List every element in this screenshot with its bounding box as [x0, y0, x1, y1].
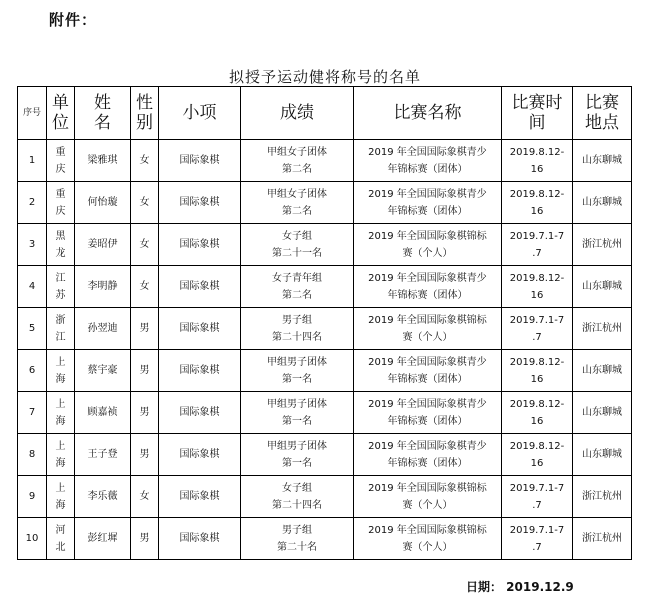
cell-result: 甲组女子团体 第二名	[241, 140, 354, 182]
cell-no: 7	[18, 392, 47, 434]
cell-no: 5	[18, 308, 47, 350]
cell-no: 1	[18, 140, 47, 182]
cell-place: 浙江杭州	[573, 224, 632, 266]
cell-time: 2019.8.12- 16	[502, 392, 573, 434]
cell-event: 国际象棋	[159, 140, 241, 182]
cell-event: 国际象棋	[159, 308, 241, 350]
cell-unit: 重 庆	[47, 140, 75, 182]
cell-time: 2019.8.12- 16	[502, 434, 573, 476]
cell-gender: 男	[131, 350, 159, 392]
cell-time: 2019.8.12- 16	[502, 350, 573, 392]
cell-name: 姜昭伊	[75, 224, 131, 266]
cell-gender: 女	[131, 140, 159, 182]
cell-result: 甲组男子团体 第一名	[241, 392, 354, 434]
cell-gender: 女	[131, 266, 159, 308]
cell-gender: 男	[131, 392, 159, 434]
cell-no: 2	[18, 182, 47, 224]
cell-event: 国际象棋	[159, 224, 241, 266]
header-name: 姓 名	[75, 87, 131, 140]
cell-competition: 2019 年全国国际象棋青少 年锦标赛（团体）	[354, 434, 502, 476]
cell-unit: 上 海	[47, 392, 75, 434]
header-gender: 性 别	[131, 87, 159, 140]
cell-competition: 2019 年全国国际象棋青少 年锦标赛（团体）	[354, 266, 502, 308]
cell-gender: 女	[131, 224, 159, 266]
table-row	[18, 350, 632, 392]
cell-gender: 男	[131, 308, 159, 350]
cell-time: 2019.7.1-7 .7	[502, 308, 573, 350]
cell-competition: 2019 年全国国际象棋锦标 赛（个人）	[354, 224, 502, 266]
cell-no: 3	[18, 224, 47, 266]
cell-time: 2019.7.1-7 .7	[502, 476, 573, 518]
cell-unit: 上 海	[47, 350, 75, 392]
header-result: 成绩	[241, 87, 354, 140]
cell-name: 王子登	[75, 434, 131, 476]
cell-unit: 河 北	[47, 518, 75, 560]
cell-result: 甲组男子团体 第一名	[241, 434, 354, 476]
cell-competition: 2019 年全国国际象棋锦标 赛（个人）	[354, 518, 502, 560]
cell-gender: 女	[131, 476, 159, 518]
cell-unit: 黑 龙	[47, 224, 75, 266]
cell-time: 2019.8.12- 16	[502, 140, 573, 182]
table-row	[18, 392, 632, 434]
cell-result: 男子组 第二十名	[241, 518, 354, 560]
cell-name: 孙翌迪	[75, 308, 131, 350]
cell-time: 2019.7.1-7 .7	[502, 224, 573, 266]
header-place: 比赛 地点	[573, 87, 632, 140]
header-unit: 单 位	[47, 87, 75, 140]
cell-place: 浙江杭州	[573, 476, 632, 518]
table-body	[18, 140, 632, 560]
table-row	[18, 518, 632, 560]
cell-name: 蔡宇豪	[75, 350, 131, 392]
table-header-row	[18, 87, 632, 140]
document-title: 拟授予运动健将称号的名单	[228, 68, 421, 86]
table-row	[18, 476, 632, 518]
cell-no: 10	[18, 518, 47, 560]
table-row	[18, 182, 632, 224]
cell-name: 何怡璇	[75, 182, 131, 224]
date-line: 日期： 2019.12.9	[466, 580, 574, 594]
cell-result: 女子组 第二十一名	[241, 224, 354, 266]
cell-unit: 浙 江	[47, 308, 75, 350]
cell-place: 山东聊城	[573, 434, 632, 476]
header-event: 小项	[159, 87, 241, 140]
cell-competition: 2019 年全国国际象棋青少 年锦标赛（团体）	[354, 392, 502, 434]
cell-name: 李明静	[75, 266, 131, 308]
table-row	[18, 308, 632, 350]
cell-no: 8	[18, 434, 47, 476]
cell-event: 国际象棋	[159, 434, 241, 476]
athlete-roster-table	[17, 86, 632, 560]
cell-result: 女子青年组 第二名	[241, 266, 354, 308]
cell-event: 国际象棋	[159, 350, 241, 392]
cell-name: 梁雅琪	[75, 140, 131, 182]
cell-time: 2019.7.1-7 .7	[502, 518, 573, 560]
cell-place: 浙江杭州	[573, 518, 632, 560]
cell-unit: 江 苏	[47, 266, 75, 308]
cell-result: 甲组男子团体 第一名	[241, 350, 354, 392]
cell-competition: 2019 年全国国际象棋青少 年锦标赛（团体）	[354, 182, 502, 224]
table-row	[18, 266, 632, 308]
attachment-label: 附件：	[49, 11, 98, 29]
cell-result: 女子组 第二十四名	[241, 476, 354, 518]
cell-event: 国际象棋	[159, 476, 241, 518]
cell-place: 山东聊城	[573, 182, 632, 224]
header-time: 比赛时 间	[502, 87, 573, 140]
cell-place: 山东聊城	[573, 392, 632, 434]
cell-gender: 男	[131, 434, 159, 476]
cell-competition: 2019 年全国国际象棋锦标 赛（个人）	[354, 476, 502, 518]
cell-unit: 上 海	[47, 434, 75, 476]
cell-name: 彭红墀	[75, 518, 131, 560]
table-row	[18, 434, 632, 476]
cell-event: 国际象棋	[159, 182, 241, 224]
cell-time: 2019.8.12- 16	[502, 266, 573, 308]
cell-result: 甲组女子团体 第二名	[241, 182, 354, 224]
cell-event: 国际象棋	[159, 266, 241, 308]
cell-competition: 2019 年全国国际象棋青少 年锦标赛（团体）	[354, 350, 502, 392]
cell-place: 山东聊城	[573, 140, 632, 182]
cell-gender: 男	[131, 518, 159, 560]
cell-name: 李乐薇	[75, 476, 131, 518]
cell-event: 国际象棋	[159, 392, 241, 434]
cell-place: 山东聊城	[573, 266, 632, 308]
cell-gender: 女	[131, 182, 159, 224]
cell-unit: 上 海	[47, 476, 75, 518]
cell-result: 男子组 第二十四名	[241, 308, 354, 350]
cell-time: 2019.8.12- 16	[502, 182, 573, 224]
cell-competition: 2019 年全国国际象棋锦标 赛（个人）	[354, 308, 502, 350]
cell-unit: 重 庆	[47, 182, 75, 224]
cell-no: 9	[18, 476, 47, 518]
cell-competition: 2019 年全国国际象棋青少 年锦标赛（团体）	[354, 140, 502, 182]
header-competition: 比赛名称	[354, 87, 502, 140]
table-row	[18, 140, 632, 182]
cell-event: 国际象棋	[159, 518, 241, 560]
cell-place: 浙江杭州	[573, 308, 632, 350]
cell-place: 山东聊城	[573, 350, 632, 392]
cell-no: 6	[18, 350, 47, 392]
cell-name: 顾嘉祯	[75, 392, 131, 434]
table-row	[18, 224, 632, 266]
cell-no: 4	[18, 266, 47, 308]
header-no: 序号	[18, 87, 47, 140]
